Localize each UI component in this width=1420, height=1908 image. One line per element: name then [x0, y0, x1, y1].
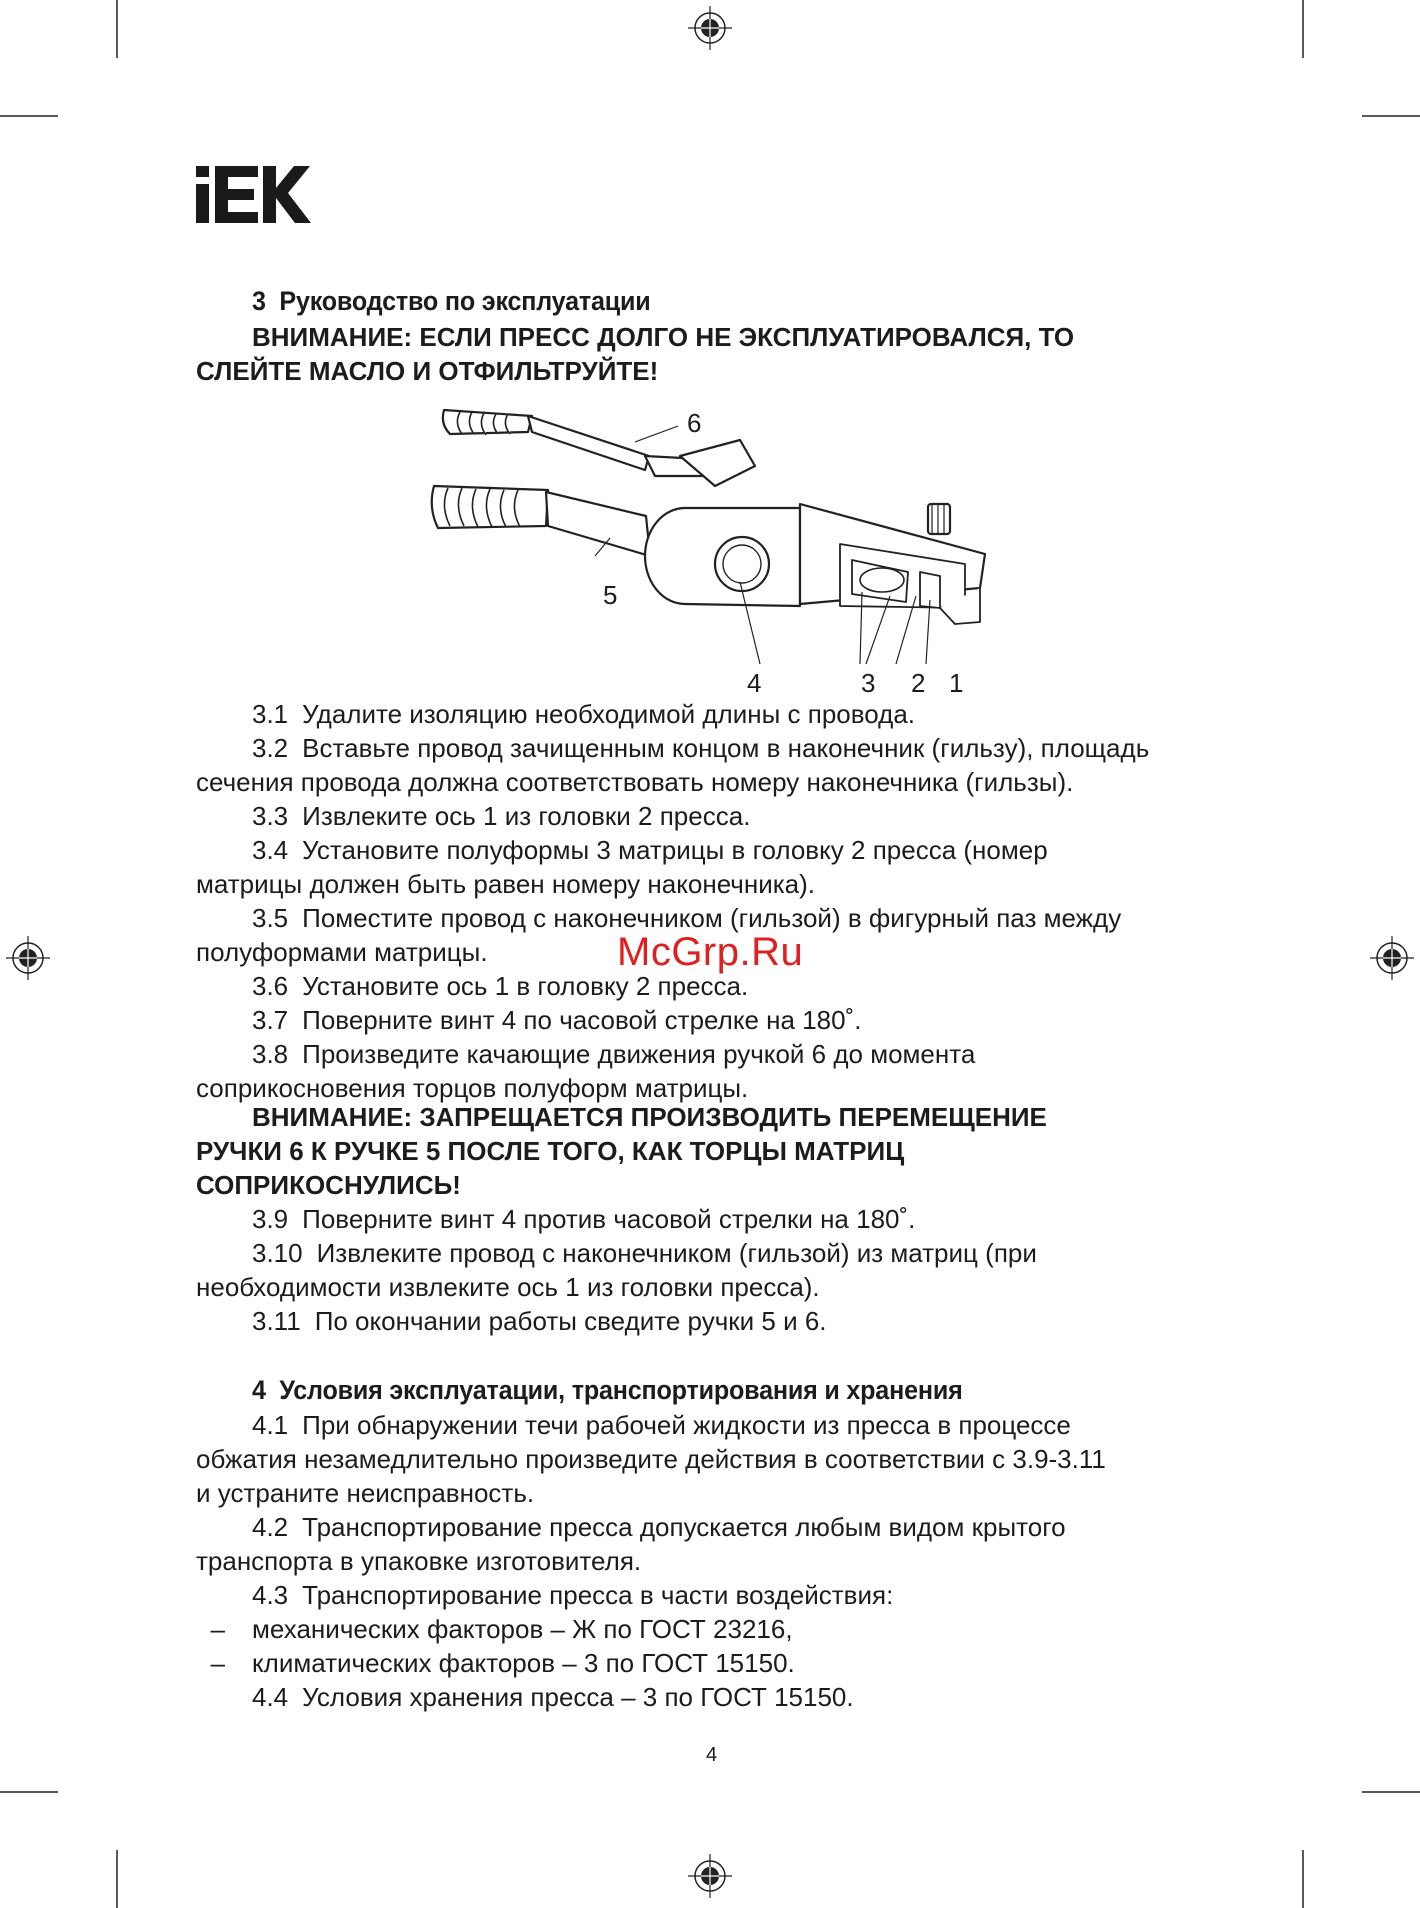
section-4-body: 4.1 При обнаружении течи рабочей жидкости из пресса в процессе обжатия незамедлительно произведите действия в соответствии с 3.9-3.11 и устраните неисправность. 4.2 Транспортирование пресса допускается любым видом крытого транспорта в упаковке изготовителя. 4.3 Транспортирование пресса в части воздействия: – механических факторов – Ж по ГОСТ 23216, – климатических факторов – 3 по ГОСТ 15150. 4.4 Условия хранения пресса – 3 по ГОСТ 15150. — [196, 1410, 1106, 1712]
figure-label-5: 5 — [603, 580, 618, 610]
registration-mark-left — [4, 934, 52, 982]
registration-mark-right — [1368, 934, 1416, 982]
figure-label-4: 4 — [747, 668, 762, 698]
figure-label-3: 3 — [861, 668, 876, 698]
watermark: McGrp.Ru — [617, 930, 804, 974]
section-3-heading: 3 Руководство по эксплуатации — [252, 286, 651, 316]
figure-label-2: 2 — [911, 668, 926, 698]
hydraulic-press-figure — [420, 396, 1000, 696]
steps-3-9-to-3-11: 3.9 Поверните винт 4 против часовой стрелки на 180˚. 3.10 Извлеките провод с наконечником (гильзой) из матриц (при необходимости извлеките ось 1 из головки пресса). 3.11 По окончании работы сведите ручки 5 и 6. — [196, 1204, 1037, 1336]
bullet-item: – механических факторов – Ж по ГОСТ 23216, — [196, 1614, 793, 1644]
figure-label-1: 1 — [949, 668, 964, 698]
warning-oil: ВНИМАНИЕ: ЕСЛИ ПРЕСС ДОЛГО НЕ ЭКСПЛУАТИРОВАЛСЯ, ТО СЛЕЙТЕ МАСЛО И ОТФИЛЬТРУЙТЕ! — [196, 322, 1075, 386]
steps-3-1-to-3-8: 3.1 Удалите изоляцию необходимой длины с провода. 3.2 Вставьте провод зачищенным концом в наконечник (гильзу), площадь сечения провода должна соответствовать номеру наконечника (гильзы). 3.3 Извлеките ось 1 из головки 2 пресса. 3.4 Установите полуформы 3 матрицы в головку 2 пресса (номер матрицы должен быть равен номеру наконечника). 3.5 Поместите провод с наконечником (гильзой) в фигурный паз между полуформами матрицы. 3.6 Установите ось 1 в головку 2 пресса. 3.7 Поверните винт 4 по часовой стрелке на 180˚. 3.8 Произведите качающие движения ручкой 6 до момента соприкосновения торцов полуформ матрицы. — [196, 699, 1150, 1103]
registration-mark-top — [686, 4, 734, 52]
section-4-heading: 4 Условия эксплуатации, транспортирования и хранения — [252, 1375, 963, 1405]
iek-logo — [196, 166, 311, 223]
page-number: 4 — [706, 1744, 718, 1766]
warning-handles: ВНИМАНИЕ: ЗАПРЕЩАЕТСЯ ПРОИЗВОДИТЬ ПЕРЕМЕЩЕНИЕ РУЧКИ 6 К РУЧКЕ 5 ПОСЛЕ ТОГО, КАК ТОРЦЫ МАТРИЦ СОПРИКОСНУЛИСЬ! — [196, 1102, 1047, 1200]
figure-label-6: 6 — [687, 408, 702, 438]
registration-mark-bottom — [686, 1852, 734, 1900]
bullet-item: – климатических факторов – 3 по ГОСТ 15150. — [196, 1648, 795, 1678]
